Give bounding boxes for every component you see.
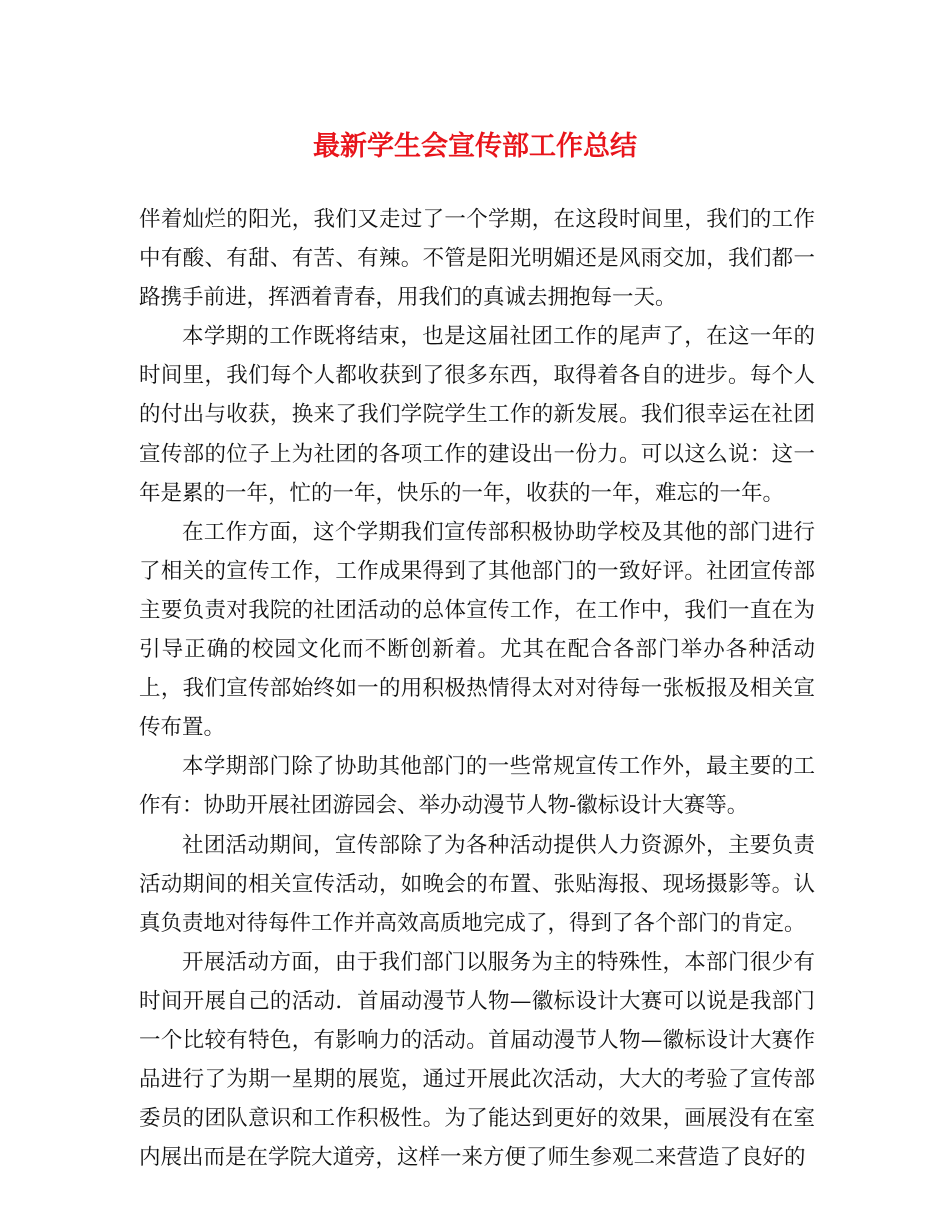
document-title: 最新学生会宣传部工作总结 bbox=[313, 131, 637, 162]
paragraph: 本学期部门除了协助其他部门的一些常规宣传工作外，最主要的工作有：协助开展社团游园会、举办动漫节人物-徽标设计大赛等。 bbox=[139, 754, 815, 819]
paragraph: 在工作方面，这个学期我们宣传部积极协助学校及其他的部门进行了相关的宣传工作，工作成果得到了其他部门的一致好评。社团宣传部主要负责对我院的社团活动的总体宣传工作，在工作中，我们一直在为引导正确的校园文化而不断创新着。尤其在配合各部门举办各种活动上，我们宣传部始终如一的用积极热情得太对对待每一张板报及相关宣传布置。 bbox=[139, 519, 815, 741]
paragraph-intro: 伴着灿烂的阳光，我们又走过了一个学期，在这段时间里，我们的工作中有酸、有甜、有苦、有辣。不管是阳光明媚还是风雨交加，我们都一路携手前进，挥洒着青春，用我们的真诚去拥抱每一天。 bbox=[139, 207, 815, 311]
document-body bbox=[139, 200, 815, 1177]
paragraph: 社团活动期间，宣传部除了为各种活动提供人力资源外，主要负责活动期间的相关宣传活动，如晚会的布置、张贴海报、现场摄影等。认真负责地对待每件工作并高效高质地完成了，得到了各个部门的肯定。 bbox=[139, 832, 815, 936]
paragraph: 本学期的工作既将结束，也是这届社团工作的尾声了，在这一年的时间里，我们每个人都收获到了很多东西，取得着各自的进步。每个人的付出与收获，换来了我们学院学生工作的新发展。我们很幸运在社团宣传部的位子上为社团的各项工作的建设出一份力。可以这么说：这一年是累的一年，忙的一年，快乐的一年，收获的一年，难忘的一年。 bbox=[139, 324, 815, 506]
paragraph: 开展活动方面，由于我们部门以服务为主的特殊性，本部门很少有时间开展自己的活动．首届动漫节人物—徽标设计大赛可以说是我部门一个比较有特色，有影响力的活动。首届动漫节人物—徽标设计大赛作品进行了为期一星期的展览，通过开展此次活动，大大的考验了宣传部委员的团队意识和工作积极性。为了能达到更好的效果，画展没有在室内展出而是在学院大道旁，这样一来方便了师生参观二来营造了良好的 bbox=[139, 949, 815, 1171]
